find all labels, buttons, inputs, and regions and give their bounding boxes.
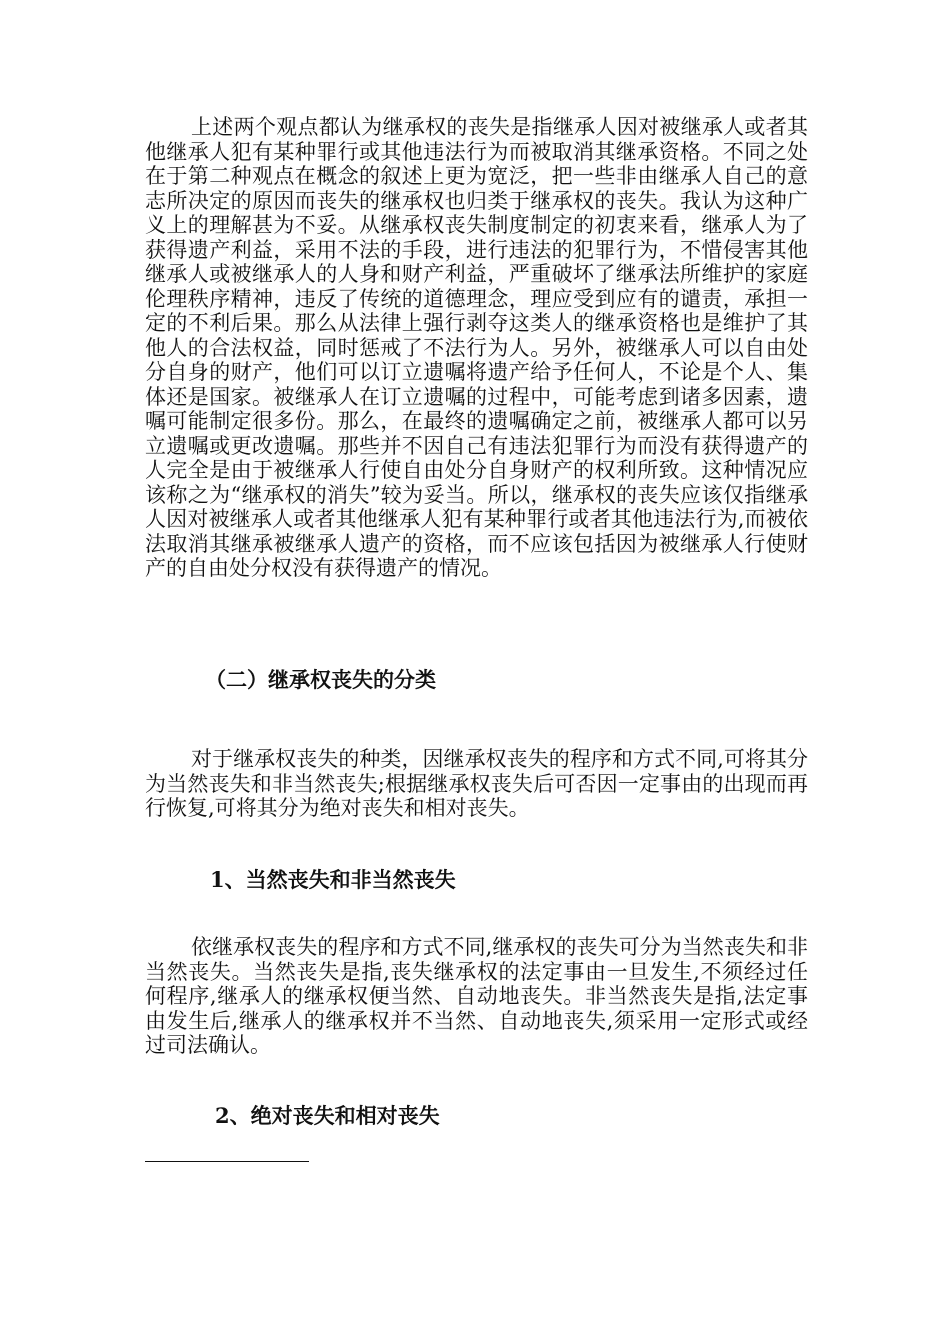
subsection-heading-absolute-loss: 2、绝对丧失和相对丧失 (215, 1103, 440, 1128)
footnote-separator-line (145, 1161, 309, 1162)
subsection-heading-natural-loss: 1、当然丧失和非当然丧失 (210, 867, 456, 892)
body-paragraph-natural-loss: 依继承权丧失的程序和方式不同,继承权的丧失可分为当然丧失和非当然丧失。当然丧失是指,丧失继承权的法定事由一旦发生,不须经过任何程序,继承人的继承权便当然、自动地丧失。非当然丧失是指,法定事由发生后,继承人的继承权并不当然、自动地丧失,须采用一定形式或经过司法确认。 (145, 935, 808, 1057)
section-heading-classification: （二）继承权丧失的分类 (205, 667, 436, 692)
body-paragraph-inheritance-loss-definition: 上述两个观点都认为继承权的丧失是指继承人因对被继承人或者其他继承人犯有某种罪行或其他违法行为而被取消其继承资格。不同之处在于第二种观点在概念的叙述上更为宽泛，把一些非由继承人自己的意志所决定的原因而丧失的继承权也归类于继承权的丧失。我认为这种广义上的理解甚为不妥。从继承权丧失制度制定的初衷来看，继承人为了获得遗产利益，采用不法的手段，进行违法的犯罪行为，不惜侵害其他继承人或被继承人的人身和财产利益，严重破坏了继承法所维护的家庭伦理秩序精神，违反了传统的道德理念，理应受到应有的谴责，承担一定的不利后果。那么从法律上强行剥夺这类人的继承资格也是维护了其他人的合法权益，同时惩戒了不法行为人。另外，被继承人可以自由处分自身的财产，他们可以订立遗嘱将遗产给予任何人，不论是个人、集体还是国家。被继承人在订立遗嘱的过程中，可能考虑到诸多因素，遗嘱可能制定很多份。那么，在最终的遗嘱确定之前，被继承人都可以另立遗嘱或更改遗嘱。那些并不因自己有违法犯罪行为而没有获得遗产的人完全是由于被继承人行使自由处分自身财产的权利所致。这种情况应该称之为“继承权的消失”较为妥当。所以，继承权的丧失应该仅指继承人因对被继承人或者其他继承人犯有某种罪行或者其他违法行为,而被依法取消其继承被继承人遗产的资格，而不应该包括因为被继承人行使财产的自由处分权没有获得遗产的情况。 (145, 115, 808, 580)
body-paragraph-classification-intro: 对于继承权丧失的种类，因继承权丧失的程序和方式不同,可将其分为当然丧失和非当然丧失;根据继承权丧失后可否因一定事由的出现而再行恢复,可将其分为绝对丧失和相对丧失。 (145, 747, 808, 820)
